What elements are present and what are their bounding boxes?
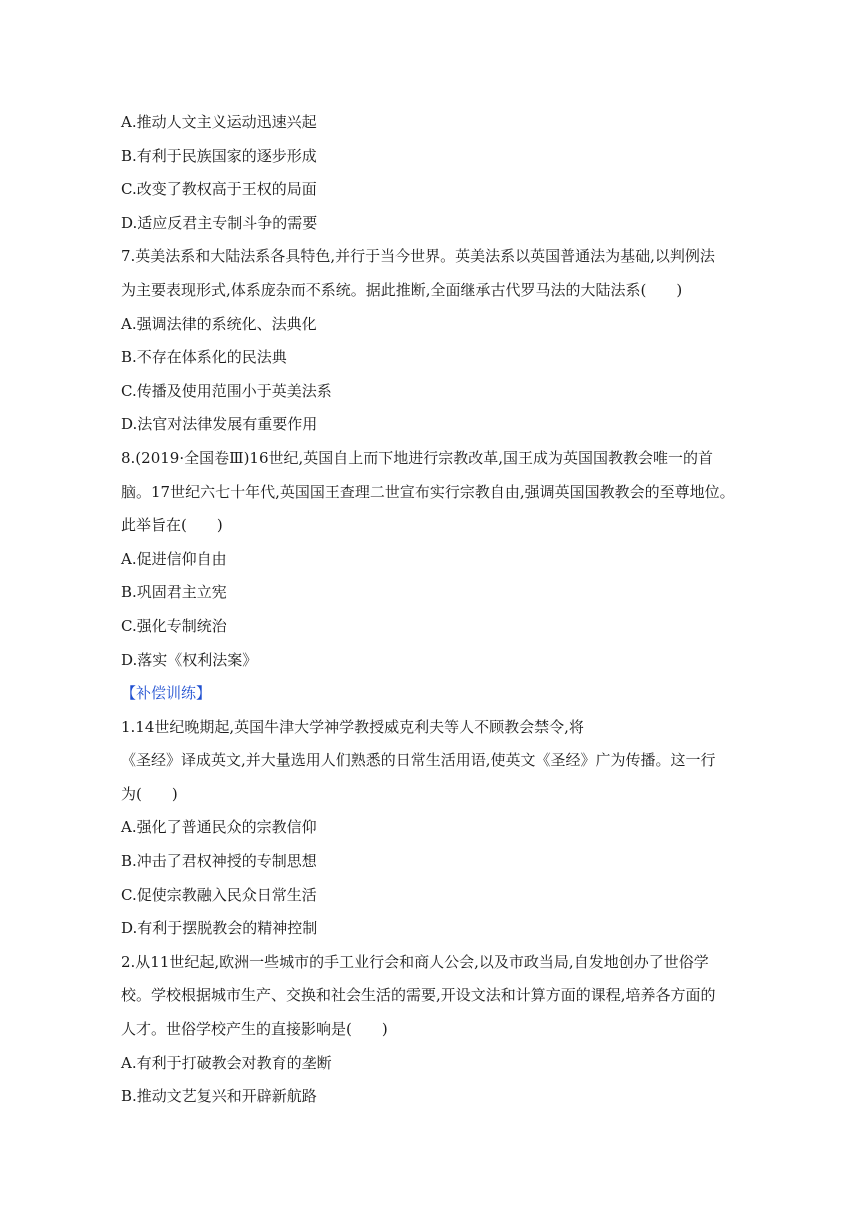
q8-option-c: C.强化专制统治 [121,616,227,635]
q7-option-d: D.法官对法律发展有重要作用 [121,415,318,434]
b2-stem-line-2: 校。学校根据城市生产、交换和社会生活的需要,开设文法和计算方面的课程,培养各方面的 [121,986,716,1005]
q8-stem-line-1: 8.(2019·全国卷Ⅲ)16世纪,英国自上而下地进行宗教改革,国王成为英国国教教会唯一的首 [121,448,714,467]
q8-option-a: A.促进信仰自由 [121,549,227,568]
q7-stem-line-1: 7.英美法系和大陆法系各具特色,并行于当今世界。英美法系以英国普通法为基础,以判例法 [121,247,715,266]
b1-option-c: C.促使宗教融入民众日常生活 [121,885,317,904]
document-content [121,106,761,1114]
b1-stem-line-3: 为( ) [121,784,178,803]
b2-stem-line-3: 人才。世俗学校产生的直接影响是( ) [121,1020,388,1039]
q7-option-a: A.强调法律的系统化、法典化 [121,314,317,333]
b1-option-a: A.强化了普通民众的宗教信仰 [121,818,317,837]
q6-option-a: A.推动人文主义运动迅速兴起 [121,113,317,131]
q7-stem-line-2: 为主要表现形式,体系庞杂而不系统。据此推断,全面继承古代罗马法的大陆法系( ) [121,280,683,299]
q8-stem-line-2: 脑。17世纪六七十年代,英国国王查理二世宣布实行宗教自由,强调英国国教教会的至尊地位。 [121,482,735,501]
b2-option-a: A.有利于打破教会对教育的垄断 [121,1053,332,1072]
q7-option-b: B.不存在体系化的民法典 [121,348,287,367]
b2-stem-line-1: 2.从11世纪起,欧洲一些城市的手工业行会和商人公会,以及市政当局,自发地创办了世俗学 [121,952,709,971]
q6-option-d: D.适应反君主专制斗争的需要 [121,213,318,232]
b1-option-b: B.冲击了君权神授的专制思想 [121,852,317,871]
q6-option-c: C.改变了教权高于王权的局面 [121,180,317,199]
q6-option-b: B.有利于民族国家的逐步形成 [121,146,317,165]
q8-option-b: B.巩固君主立宪 [121,583,227,602]
section-title: 【补偿训练】 [121,684,212,703]
b1-option-d: D.有利于摆脱教会的精神控制 [121,919,318,938]
b1-stem-line-2: 《圣经》译成英文,并大量选用人们熟悉的日常生活用语,使英文《圣经》广为传播。这一行 [121,751,716,770]
b2-option-b: B.推动文艺复兴和开辟新航路 [121,1087,317,1106]
q8-stem-line-3: 此举旨在( ) [121,516,223,535]
q8-option-d: D.落实《权利法案》 [121,650,258,669]
b1-stem-line-1: 1.14世纪晚期起,英国牛津大学神学教授威克利夫等人不顾教会禁令,将 [121,717,584,736]
q7-option-c: C.传播及使用范围小于英美法系 [121,381,332,400]
